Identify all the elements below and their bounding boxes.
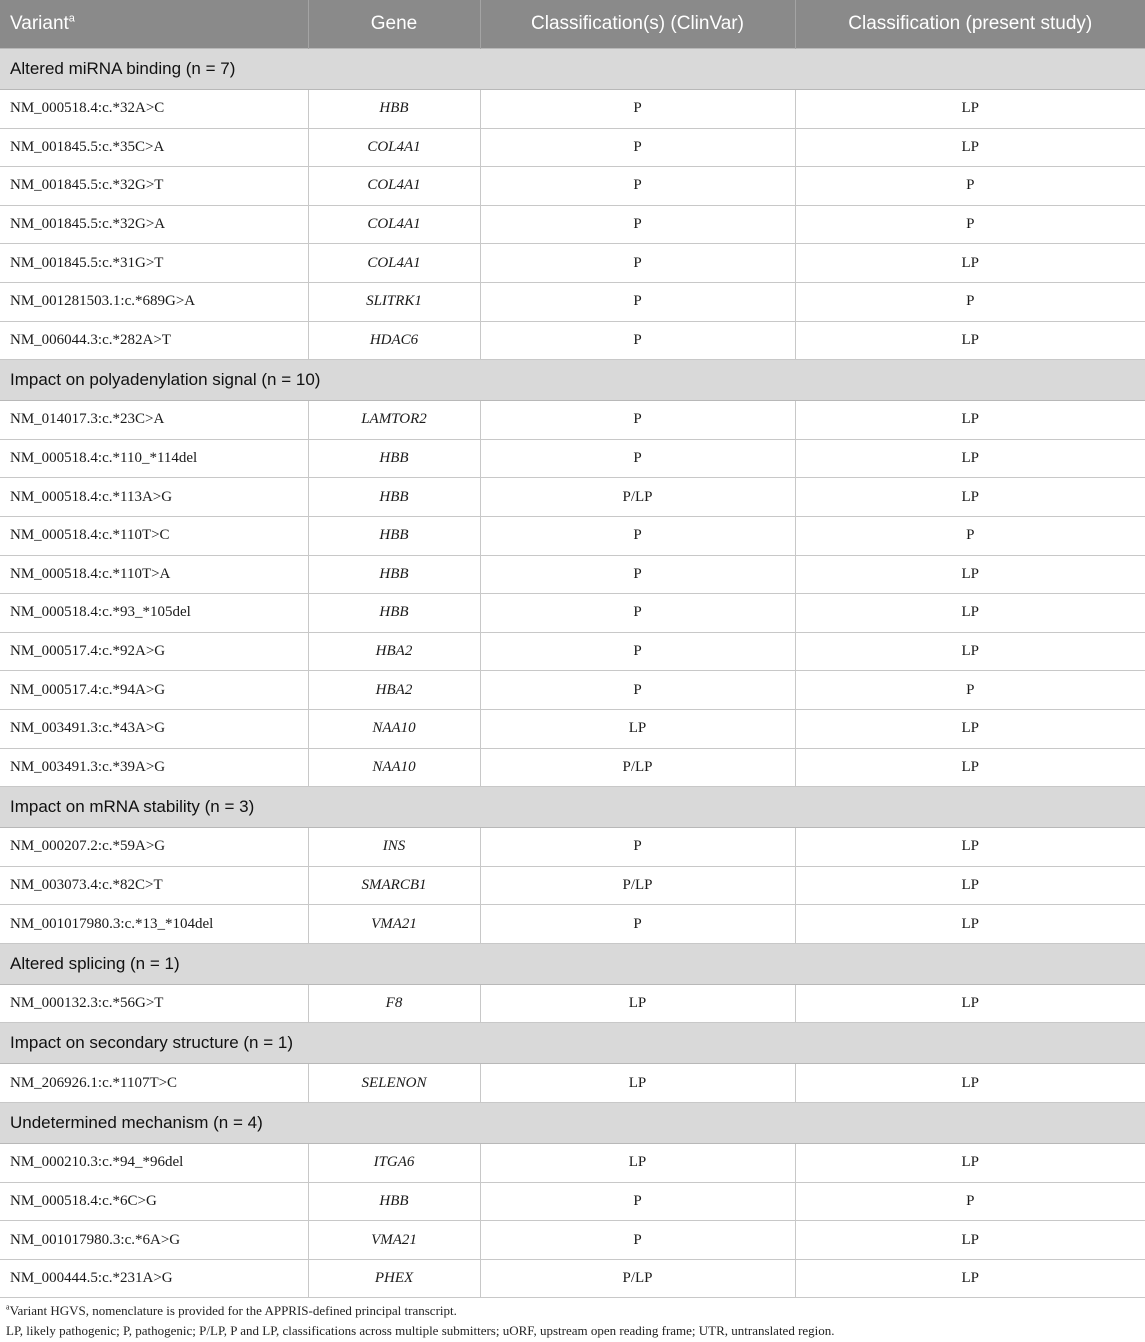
clinvar-classification-cell: P (480, 671, 795, 710)
present-classification-cell: LP (795, 90, 1145, 129)
variant-cell: NM_000518.4:c.*93_*105del (0, 594, 308, 633)
present-classification-cell: P (795, 205, 1145, 244)
gene-cell: HBB (308, 594, 480, 633)
table-row (0, 709, 1145, 748)
table-row (0, 439, 1145, 478)
table-row (0, 321, 1145, 360)
group-title: Impact on polyadenylation signal (n = 10) (0, 360, 1145, 401)
present-classification-cell: P (795, 671, 1145, 710)
table-row (0, 555, 1145, 594)
table-row (0, 1064, 1145, 1103)
clinvar-classification-cell: P (480, 632, 795, 671)
table-row (0, 866, 1145, 905)
group-title: Altered splicing (n = 1) (0, 943, 1145, 984)
variant-cell: NM_001017980.3:c.*13_*104del (0, 905, 308, 944)
group-row (0, 943, 1145, 984)
clinvar-classification-cell: P/LP (480, 478, 795, 517)
group-row (0, 787, 1145, 828)
gene-cell: INS (308, 828, 480, 867)
table-row (0, 244, 1145, 283)
group-row (0, 1103, 1145, 1144)
table-row (0, 90, 1145, 129)
footnote-abbreviations: LP, likely pathogenic; P, pathogenic; P/LP, P and LP, classifications across multiple submitters; uORF, upstream open reading frame; UTR, untranslated region. (6, 1323, 835, 1338)
gene-cell: PHEX (308, 1259, 480, 1298)
variant-cell: NM_001845.5:c.*35C>A (0, 128, 308, 167)
clinvar-classification-cell: P (480, 1182, 795, 1221)
present-classification-cell: P (795, 516, 1145, 555)
clinvar-classification-cell: P (480, 516, 795, 555)
variant-cell: NM_014017.3:c.*23C>A (0, 401, 308, 440)
variant-cell: NM_000207.2:c.*59A>G (0, 828, 308, 867)
gene-cell: COL4A1 (308, 205, 480, 244)
present-classification-cell: LP (795, 478, 1145, 517)
present-classification-cell: LP (795, 984, 1145, 1023)
clinvar-classification-cell: LP (480, 1064, 795, 1103)
table-footnotes (0, 1301, 1141, 1341)
variant-cell: NM_000210.3:c.*94_*96del (0, 1144, 308, 1183)
group-row (0, 360, 1145, 401)
variant-cell: NM_000518.4:c.*32A>C (0, 90, 308, 129)
gene-cell: HBA2 (308, 671, 480, 710)
present-classification-cell: LP (795, 828, 1145, 867)
clinvar-classification-cell: P/LP (480, 1259, 795, 1298)
gene-cell: F8 (308, 984, 480, 1023)
variant-cell: NM_000444.5:c.*231A>G (0, 1259, 308, 1298)
present-classification-cell: LP (795, 709, 1145, 748)
gene-cell: HBB (308, 1182, 480, 1221)
gene-cell: COL4A1 (308, 128, 480, 167)
clinvar-classification-cell: P (480, 555, 795, 594)
table-row (0, 1182, 1145, 1221)
gene-cell: COL4A1 (308, 244, 480, 283)
variant-cell: NM_003491.3:c.*43A>G (0, 709, 308, 748)
variant-cell: NM_000518.4:c.*110_*114del (0, 439, 308, 478)
clinvar-classification-cell: P (480, 90, 795, 129)
gene-cell: NAA10 (308, 748, 480, 787)
clinvar-classification-cell: P (480, 828, 795, 867)
table-row (0, 748, 1145, 787)
clinvar-classification-cell: P (480, 905, 795, 944)
present-classification-cell: LP (795, 1259, 1145, 1298)
gene-cell: VMA21 (308, 1221, 480, 1260)
present-classification-cell: LP (795, 594, 1145, 633)
present-classification-cell: LP (795, 1221, 1145, 1260)
variant-cell: NM_206926.1:c.*1107T>C (0, 1064, 308, 1103)
table-row (0, 1144, 1145, 1183)
group-title: Impact on mRNA stability (n = 3) (0, 787, 1145, 828)
present-classification-cell: LP (795, 401, 1145, 440)
present-classification-cell: LP (795, 321, 1145, 360)
table-row (0, 401, 1145, 440)
variant-cell: NM_001017980.3:c.*6A>G (0, 1221, 308, 1260)
present-classification-cell: P (795, 1182, 1145, 1221)
present-classification-cell: LP (795, 128, 1145, 167)
table-row (0, 205, 1145, 244)
present-classification-cell: LP (795, 555, 1145, 594)
present-classification-cell: LP (795, 1064, 1145, 1103)
table-row (0, 984, 1145, 1023)
variant-cell: NM_006044.3:c.*282A>T (0, 321, 308, 360)
variant-cell: NM_001845.5:c.*32G>T (0, 167, 308, 206)
header-variant-footnote-mark: a (68, 12, 75, 25)
variant-cell: NM_000518.4:c.*110T>A (0, 555, 308, 594)
gene-cell: HDAC6 (308, 321, 480, 360)
variant-cell: NM_000132.3:c.*56G>T (0, 984, 308, 1023)
table-row (0, 671, 1145, 710)
gene-cell: SMARCB1 (308, 866, 480, 905)
header-variant-label: Variant (10, 13, 69, 34)
gene-cell: NAA10 (308, 709, 480, 748)
clinvar-classification-cell: P (480, 321, 795, 360)
clinvar-classification-cell: P/LP (480, 748, 795, 787)
present-classification-cell: LP (795, 1144, 1145, 1183)
clinvar-classification-cell: P (480, 167, 795, 206)
gene-cell: SELENON (308, 1064, 480, 1103)
table-row (0, 632, 1145, 671)
clinvar-classification-cell: P/LP (480, 866, 795, 905)
footnote-a-mark: a (6, 1302, 10, 1312)
variant-cell: NM_000517.4:c.*92A>G (0, 632, 308, 671)
present-classification-cell: LP (795, 244, 1145, 283)
gene-cell: HBB (308, 516, 480, 555)
clinvar-classification-cell: P (480, 128, 795, 167)
header-clinvar: Classification(s) (ClinVar) (480, 0, 795, 49)
clinvar-classification-cell: P (480, 1221, 795, 1260)
footnote-a (6, 1301, 1141, 1321)
variant-cell: NM_001845.5:c.*31G>T (0, 244, 308, 283)
header-variant (0, 0, 308, 49)
table-row (0, 167, 1145, 206)
gene-cell: HBB (308, 439, 480, 478)
gene-cell: HBA2 (308, 632, 480, 671)
present-classification-cell: P (795, 282, 1145, 321)
gene-cell: HBB (308, 478, 480, 517)
header-present-study: Classification (present study) (795, 0, 1145, 49)
clinvar-classification-cell: P (480, 282, 795, 321)
variant-cell: NM_001281503.1:c.*689G>A (0, 282, 308, 321)
table-row (0, 516, 1145, 555)
variant-cell: NM_001845.5:c.*32G>A (0, 205, 308, 244)
present-classification-cell: LP (795, 632, 1145, 671)
clinvar-classification-cell: P (480, 244, 795, 283)
clinvar-classification-cell: P (480, 439, 795, 478)
table-row (0, 478, 1145, 517)
gene-cell: ITGA6 (308, 1144, 480, 1183)
table-row (0, 1221, 1145, 1260)
footnote-a-text: Variant HGVS, nomenclature is provided for the APPRIS-defined principal transcript. (9, 1303, 457, 1318)
clinvar-classification-cell: LP (480, 984, 795, 1023)
group-row (0, 1023, 1145, 1064)
clinvar-classification-cell: LP (480, 1144, 795, 1183)
present-classification-cell: P (795, 167, 1145, 206)
gene-cell: HBB (308, 90, 480, 129)
clinvar-classification-cell: LP (480, 709, 795, 748)
header-gene: Gene (308, 0, 480, 49)
table-header-row (0, 0, 1145, 49)
variant-cell: NM_000518.4:c.*6C>G (0, 1182, 308, 1221)
table-row (0, 905, 1145, 944)
table-body (0, 49, 1145, 1298)
gene-cell: COL4A1 (308, 167, 480, 206)
gene-cell: LAMTOR2 (308, 401, 480, 440)
gene-cell: HBB (308, 555, 480, 594)
table-row (0, 282, 1145, 321)
variant-cell: NM_000518.4:c.*113A>G (0, 478, 308, 517)
present-classification-cell: LP (795, 905, 1145, 944)
gene-cell: SLITRK1 (308, 282, 480, 321)
table-row (0, 1259, 1145, 1298)
group-title: Impact on secondary structure (n = 1) (0, 1023, 1145, 1064)
table-row (0, 828, 1145, 867)
variant-cell: NM_000518.4:c.*110T>C (0, 516, 308, 555)
table-row (0, 128, 1145, 167)
group-title: Altered miRNA binding (n = 7) (0, 49, 1145, 90)
clinvar-classification-cell: P (480, 401, 795, 440)
variant-cell: NM_003491.3:c.*39A>G (0, 748, 308, 787)
variant-cell: NM_003073.4:c.*82C>T (0, 866, 308, 905)
present-classification-cell: LP (795, 866, 1145, 905)
variant-cell: NM_000517.4:c.*94A>G (0, 671, 308, 710)
table-row (0, 594, 1145, 633)
present-classification-cell: LP (795, 439, 1145, 478)
present-classification-cell: LP (795, 748, 1145, 787)
group-row (0, 49, 1145, 90)
group-title: Undetermined mechanism (n = 4) (0, 1103, 1145, 1144)
clinvar-classification-cell: P (480, 594, 795, 633)
clinvar-classification-cell: P (480, 205, 795, 244)
gene-cell: VMA21 (308, 905, 480, 944)
